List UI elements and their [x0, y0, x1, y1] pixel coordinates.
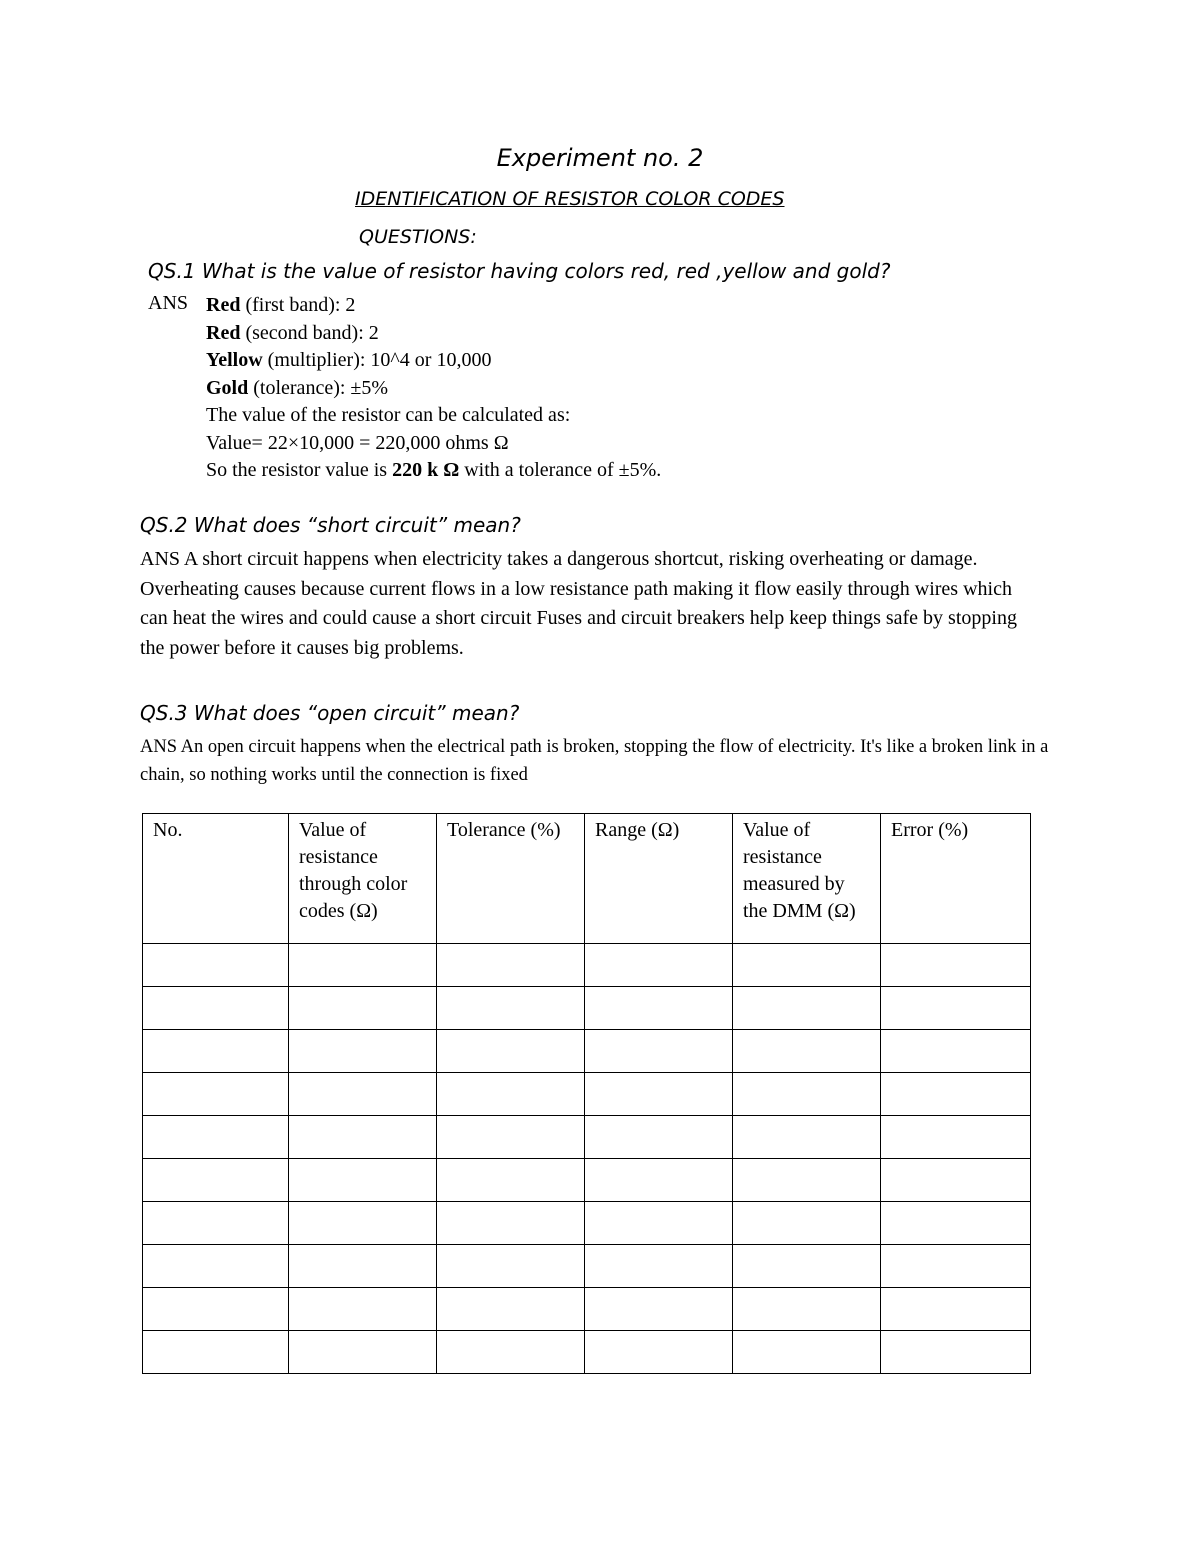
table-cell: [585, 1245, 733, 1288]
table-cell: [585, 1202, 733, 1245]
answer-line: The value of the resistor can be calculated as:: [206, 404, 571, 426]
table-cell: [437, 987, 585, 1030]
column-header-dmm-value: Value of resistance measured by the DMM (Ω): [733, 814, 881, 944]
table-row: [143, 987, 1031, 1030]
answer-line: Value= 22×10,000 = 220,000 ohms Ω: [206, 431, 509, 454]
table-cell: [289, 1116, 437, 1159]
question-1-answer: [206, 292, 906, 485]
table-cell: [733, 1030, 881, 1073]
question-3-heading: QS.3 What does “open circuit” mean?: [140, 701, 520, 725]
table-cell: [437, 1073, 585, 1116]
table-cell: [289, 1245, 437, 1288]
table-cell: [289, 987, 437, 1030]
table-cell: [143, 944, 289, 987]
table-cell: [733, 1288, 881, 1331]
answer-final-line: So the resistor value is 220 k Ω with a tolerance of ±5%.: [206, 459, 662, 481]
question-2-heading: QS.2 What does “short circuit” mean?: [140, 513, 521, 537]
table-cell: [881, 1245, 1031, 1288]
table-cell: [585, 1030, 733, 1073]
answer-line: Yellow (multiplier): 10^4 or 10,000: [206, 349, 492, 371]
table-cell: [143, 1030, 289, 1073]
table-cell: [733, 944, 881, 987]
table-cell: [437, 1331, 585, 1374]
table-cell: [733, 987, 881, 1030]
table-cell: [881, 1030, 1031, 1073]
table-cell: [143, 1288, 289, 1331]
table-cell: [585, 1073, 733, 1116]
table-row: [143, 1202, 1031, 1245]
answer-line: Gold (tolerance): ±5%: [206, 376, 389, 399]
table-cell: [143, 1073, 289, 1116]
table-cell: [437, 944, 585, 987]
table-cell: [585, 944, 733, 987]
table-cell: [289, 1331, 437, 1374]
question-1-ans-label: ANS: [148, 292, 189, 314]
table-cell: [733, 1245, 881, 1288]
table-cell: [881, 1202, 1031, 1245]
table-cell: [437, 1116, 585, 1159]
table-row: [143, 1073, 1031, 1116]
table-cell: [585, 987, 733, 1030]
table-cell: [143, 1245, 289, 1288]
table-cell: [881, 987, 1031, 1030]
table-row: [143, 1030, 1031, 1073]
results-table: [142, 813, 1031, 1374]
table-cell: [881, 944, 1031, 987]
table-cell: [143, 1116, 289, 1159]
document-subtitle: IDENTIFICATION OF RESISTOR COLOR CODES: [355, 188, 785, 210]
table-cell: [585, 1331, 733, 1374]
table-cell: [289, 1030, 437, 1073]
table-cell: [289, 1159, 437, 1202]
table-cell: [437, 1202, 585, 1245]
table-cell: [437, 1245, 585, 1288]
table-body: [143, 944, 1031, 1374]
table-cell: [733, 1331, 881, 1374]
table-cell: [437, 1159, 585, 1202]
table-cell: [143, 1159, 289, 1202]
table-cell: [585, 1116, 733, 1159]
table-cell: [437, 1288, 585, 1331]
column-header-color-code-value: Value of resistance through color codes (Ω): [289, 814, 437, 944]
table-cell: [585, 1159, 733, 1202]
column-header-error: Error (%): [881, 814, 1031, 944]
questions-heading: QUESTIONS:: [359, 226, 477, 248]
table-cell: [289, 944, 437, 987]
table-cell: [881, 1288, 1031, 1331]
table-row: [143, 1331, 1031, 1374]
table-cell: [289, 1288, 437, 1331]
table-cell: [733, 1073, 881, 1116]
table-cell: [881, 1159, 1031, 1202]
table-cell: [733, 1116, 881, 1159]
answer-line: Red (first band): 2: [206, 294, 356, 316]
table-cell: [733, 1202, 881, 1245]
table-cell: [733, 1159, 881, 1202]
table-row: [143, 1159, 1031, 1202]
table-cell: [881, 1116, 1031, 1159]
question-3-answer: ANS An open circuit happens when the electrical path is broken, stopping the flow of electricity. It's like a broken link in a chain, so nothing works until the connection is fixed: [140, 737, 1049, 785]
table-cell: [881, 1073, 1031, 1116]
table-cell: [881, 1331, 1031, 1374]
column-header-no: No.: [143, 814, 289, 944]
table-row: [143, 1288, 1031, 1331]
page-title: Experiment no. 2: [496, 144, 704, 172]
question-2-answer: ANS A short circuit happens when electricity takes a dangerous shortcut, risking overheating or damage. Overheating causes because current flows in a low resistance path making it flow easily through wires which can heat the wires and could cause a short circuit Fuses and circuit breakers help keep things safe by stopping the power before it causes big problems.: [140, 548, 1017, 659]
table-cell: [143, 987, 289, 1030]
answer-line: Red (second band): 2: [206, 321, 379, 344]
column-header-tolerance: Tolerance (%): [437, 814, 585, 944]
table-row: [143, 1245, 1031, 1288]
table-cell: [143, 1202, 289, 1245]
table-row: [143, 944, 1031, 987]
table-cell: [289, 1202, 437, 1245]
table-cell: [143, 1331, 289, 1374]
question-1-heading: QS.1 What is the value of resistor having colors red, red ,yellow and gold?: [148, 259, 891, 283]
table-cell: [437, 1030, 585, 1073]
table-header-row: [143, 814, 1031, 944]
table-cell: [289, 1073, 437, 1116]
table-cell: [585, 1288, 733, 1331]
column-header-range: Range (Ω): [585, 814, 733, 944]
table-row: [143, 1116, 1031, 1159]
